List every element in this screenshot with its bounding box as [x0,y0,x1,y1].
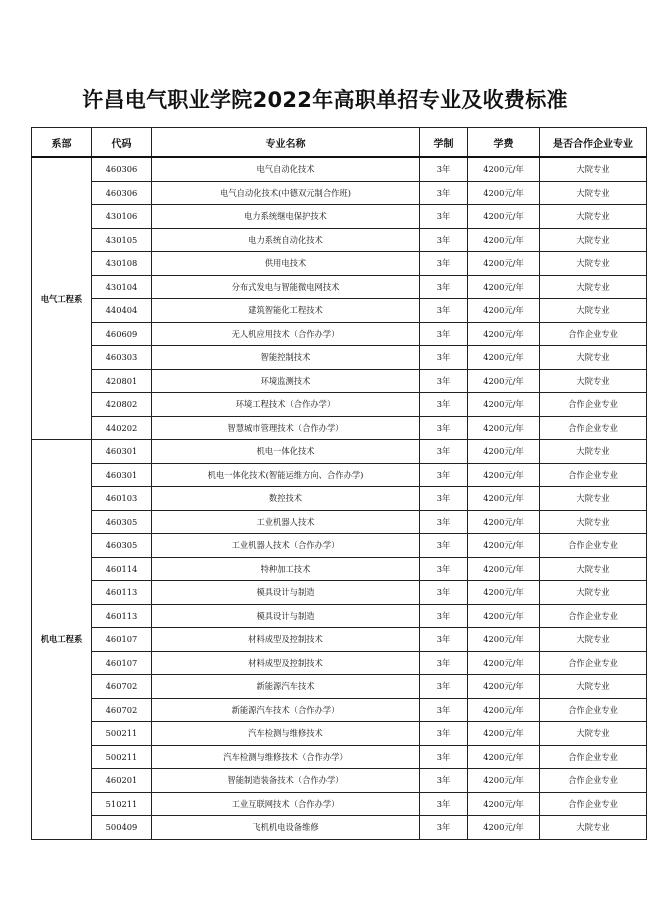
major-name-cell: 电气自动化技术(中德双元制合作班) [152,181,420,205]
code-cell: 500409 [92,816,152,840]
fee-cell: 4200元/年 [468,557,540,581]
table-row [32,510,647,534]
fee-cell: 4200元/年 [468,581,540,605]
duration-cell: 3年 [420,769,468,793]
coop-cell: 大院专业 [540,510,647,534]
code-cell: 460306 [92,181,152,205]
dept-cell: 机电工程系 [32,440,92,840]
code-cell: 460301 [92,463,152,487]
code-cell: 460114 [92,557,152,581]
fee-cell: 4200元/年 [468,604,540,628]
major-name-cell: 工业互联网技术（合作办学） [152,792,420,816]
header-duration: 学制 [420,128,468,158]
duration-cell: 3年 [420,510,468,534]
major-name-cell: 智能制造装备技术（合作办学） [152,769,420,793]
table-row [32,440,647,464]
table-row [32,816,647,840]
duration-cell: 3年 [420,440,468,464]
code-cell: 460107 [92,628,152,652]
major-name-cell: 新能源汽车技术（合作办学） [152,698,420,722]
table-row [32,745,647,769]
duration-cell: 3年 [420,393,468,417]
fee-cell: 4200元/年 [468,487,540,511]
coop-cell: 大院专业 [540,369,647,393]
coop-cell: 合作企业专业 [540,322,647,346]
duration-cell: 3年 [420,557,468,581]
fee-cell: 4200元/年 [468,299,540,323]
fee-cell: 4200元/年 [468,393,540,417]
major-name-cell: 智能控制技术 [152,346,420,370]
major-name-cell: 机电一体化技术 [152,440,420,464]
table-header-row [32,128,647,158]
coop-cell: 合作企业专业 [540,416,647,440]
duration-cell: 3年 [420,181,468,205]
table-row [32,205,647,229]
duration-cell: 3年 [420,157,468,181]
major-name-cell: 模具设计与制造 [152,581,420,605]
table-row [32,722,647,746]
code-cell: 430108 [92,252,152,276]
table-row [32,534,647,558]
code-cell: 440404 [92,299,152,323]
duration-cell: 3年 [420,463,468,487]
table-row [32,416,647,440]
fee-cell: 4200元/年 [468,510,540,534]
table-row [32,675,647,699]
code-cell: 460303 [92,346,152,370]
coop-cell: 大院专业 [540,181,647,205]
table-row [32,369,647,393]
header-code: 代码 [92,128,152,158]
coop-cell: 合作企业专业 [540,534,647,558]
fee-cell: 4200元/年 [468,816,540,840]
duration-cell: 3年 [420,487,468,511]
table-row [32,604,647,628]
table-row [32,393,647,417]
code-cell: 460113 [92,581,152,605]
duration-cell: 3年 [420,628,468,652]
coop-cell: 合作企业专业 [540,792,647,816]
code-cell: 420802 [92,393,152,417]
duration-cell: 3年 [420,745,468,769]
fee-cell: 4200元/年 [468,157,540,181]
fee-cell: 4200元/年 [468,675,540,699]
header-coop: 是否合作企业专业 [540,128,647,158]
code-cell: 460305 [92,510,152,534]
table-row [32,228,647,252]
duration-cell: 3年 [420,416,468,440]
major-name-cell: 材料成型及控制技术 [152,628,420,652]
page-title: 许昌电气职业学院2022年高职单招专业及收费标准 [82,88,568,112]
major-name-cell: 分布式发电与智能微电网技术 [152,275,420,299]
code-cell: 460103 [92,487,152,511]
duration-cell: 3年 [420,369,468,393]
code-cell: 440202 [92,416,152,440]
duration-cell: 3年 [420,581,468,605]
major-name-cell: 新能源汽车技术 [152,675,420,699]
major-name-cell: 电气自动化技术 [152,157,420,181]
coop-cell: 大院专业 [540,299,647,323]
coop-cell: 大院专业 [540,157,647,181]
coop-cell: 大院专业 [540,816,647,840]
coop-cell: 大院专业 [540,346,647,370]
coop-cell: 大院专业 [540,205,647,229]
duration-cell: 3年 [420,275,468,299]
duration-cell: 3年 [420,322,468,346]
header-major-name: 专业名称 [152,128,420,158]
duration-cell: 3年 [420,816,468,840]
major-name-cell: 工业机器人技术（合作办学） [152,534,420,558]
major-name-cell: 电力系统继电保护技术 [152,205,420,229]
code-cell: 430105 [92,228,152,252]
coop-cell: 合作企业专业 [540,393,647,417]
fee-cell: 4200元/年 [468,463,540,487]
table-row [32,299,647,323]
coop-cell: 合作企业专业 [540,698,647,722]
duration-cell: 3年 [420,792,468,816]
coop-cell: 合作企业专业 [540,604,647,628]
table-row [32,557,647,581]
duration-cell: 3年 [420,698,468,722]
fee-cell: 4200元/年 [468,275,540,299]
table-row [32,322,647,346]
table-row [32,769,647,793]
code-cell: 420801 [92,369,152,393]
coop-cell: 大院专业 [540,440,647,464]
code-cell: 430104 [92,275,152,299]
dept-cell: 电气工程系 [32,157,92,440]
fee-cell: 4200元/年 [468,181,540,205]
coop-cell: 大院专业 [540,252,647,276]
fee-cell: 4200元/年 [468,769,540,793]
code-cell: 510211 [92,792,152,816]
fee-table [31,127,647,840]
duration-cell: 3年 [420,675,468,699]
major-name-cell: 电力系统自动化技术 [152,228,420,252]
table-row [32,275,647,299]
major-name-cell: 环境监测技术 [152,369,420,393]
major-name-cell: 汽车检测与维修技术（合作办学） [152,745,420,769]
major-name-cell: 智慧城市管理技术（合作办学） [152,416,420,440]
duration-cell: 3年 [420,299,468,323]
major-name-cell: 建筑智能化工程技术 [152,299,420,323]
coop-cell: 大院专业 [540,557,647,581]
duration-cell: 3年 [420,534,468,558]
coop-cell: 合作企业专业 [540,651,647,675]
fee-cell: 4200元/年 [468,651,540,675]
major-name-cell: 工业机器人技术 [152,510,420,534]
code-cell: 460201 [92,769,152,793]
major-name-cell: 飞机机电设备维修 [152,816,420,840]
table-row [32,252,647,276]
code-cell: 460609 [92,322,152,346]
table-body [32,157,647,839]
fee-cell: 4200元/年 [468,346,540,370]
code-cell: 460702 [92,675,152,699]
coop-cell: 大院专业 [540,628,647,652]
fee-cell: 4200元/年 [468,228,540,252]
fee-cell: 4200元/年 [468,440,540,464]
major-name-cell: 汽车检测与维修技术 [152,722,420,746]
fee-cell: 4200元/年 [468,722,540,746]
coop-cell: 大院专业 [540,228,647,252]
table-row [32,157,647,181]
code-cell: 460301 [92,440,152,464]
duration-cell: 3年 [420,604,468,628]
duration-cell: 3年 [420,722,468,746]
table-row [32,628,647,652]
coop-cell: 大院专业 [540,275,647,299]
duration-cell: 3年 [420,651,468,675]
coop-cell: 合作企业专业 [540,745,647,769]
major-name-cell: 数控技术 [152,487,420,511]
code-cell: 500211 [92,722,152,746]
table-row [32,792,647,816]
table-row [32,651,647,675]
fee-cell: 4200元/年 [468,698,540,722]
table-row [32,463,647,487]
table-row [32,698,647,722]
code-cell: 460107 [92,651,152,675]
fee-cell: 4200元/年 [468,792,540,816]
table-row [32,346,647,370]
coop-cell: 大院专业 [540,581,647,605]
fee-cell: 4200元/年 [468,322,540,346]
fee-cell: 4200元/年 [468,416,540,440]
table-row [32,581,647,605]
coop-cell: 合作企业专业 [540,463,647,487]
table-row [32,487,647,511]
fee-cell: 4200元/年 [468,534,540,558]
code-cell: 460702 [92,698,152,722]
fee-cell: 4200元/年 [468,252,540,276]
fee-cell: 4200元/年 [468,205,540,229]
fee-cell: 4200元/年 [468,628,540,652]
fee-cell: 4200元/年 [468,745,540,769]
code-cell: 460113 [92,604,152,628]
major-name-cell: 无人机应用技术（合作办学） [152,322,420,346]
code-cell: 460306 [92,157,152,181]
table-row [32,181,647,205]
duration-cell: 3年 [420,346,468,370]
major-name-cell: 材料成型及控制技术 [152,651,420,675]
code-cell: 430106 [92,205,152,229]
coop-cell: 大院专业 [540,675,647,699]
major-name-cell: 机电一体化技术(智能运维方向、合作办学) [152,463,420,487]
coop-cell: 合作企业专业 [540,769,647,793]
major-name-cell: 模具设计与制造 [152,604,420,628]
header-fee: 学费 [468,128,540,158]
coop-cell: 大院专业 [540,487,647,511]
major-name-cell: 特种加工技术 [152,557,420,581]
code-cell: 500211 [92,745,152,769]
duration-cell: 3年 [420,228,468,252]
duration-cell: 3年 [420,252,468,276]
major-name-cell: 环境工程技术（合作办学） [152,393,420,417]
fee-cell: 4200元/年 [468,369,540,393]
code-cell: 460305 [92,534,152,558]
major-name-cell: 供用电技术 [152,252,420,276]
coop-cell: 大院专业 [540,722,647,746]
header-dept: 系部 [32,128,92,158]
duration-cell: 3年 [420,205,468,229]
